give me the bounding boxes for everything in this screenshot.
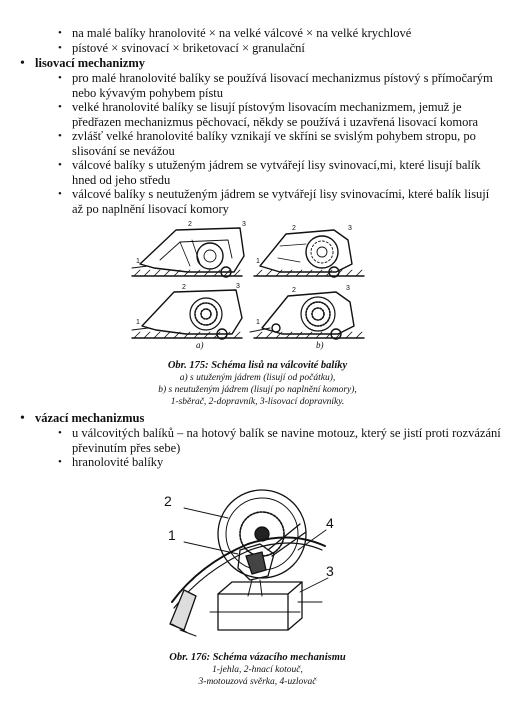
part-number: 1 <box>168 527 176 543</box>
bullet: • <box>58 101 62 113</box>
list-item-continuation: hned od jeho středu <box>72 173 171 187</box>
figure-caption-title: Obr. 176: Schéma vázacího mechanismu <box>169 652 346 663</box>
figure-label-b: b) <box>316 340 324 350</box>
figure-caption-line: b) s neutuženým jádrem (lisují po naplnění komory), <box>158 385 357 395</box>
baler-drawing-bottom-left <box>132 290 242 339</box>
list-item: pístové × svinovací × briketovací × granulační <box>72 41 305 55</box>
section-heading: vázací mechanizmus <box>35 411 145 425</box>
bullet: • <box>58 27 62 39</box>
figure-caption-line: 1-sběrač, 2-dopravník, 3-lisovací dopravníky. <box>170 397 345 407</box>
list-item-continuation: převinutím přes sebe) <box>72 441 181 455</box>
bullet: • <box>58 456 62 468</box>
bullet: • <box>58 188 62 200</box>
baler-drawing-bottom-right <box>250 292 364 339</box>
bullet: • <box>58 72 62 84</box>
part-number: 2 <box>292 287 296 294</box>
figure-caption-line: 1-jehla, 2-hnací kotouč, <box>212 665 303 675</box>
bullet: • <box>20 56 25 71</box>
list-item-continuation: až po naplnění lisovací komory <box>72 202 229 216</box>
bullet: • <box>20 411 25 426</box>
list-item: válcové balíky s utuženým jádrem se vytvářejí lisy svinovací,mi, které lisují balík <box>72 158 481 172</box>
part-number: 2 <box>188 221 192 228</box>
baler-drawing-top-right <box>254 230 364 277</box>
baler-schematic-figure <box>130 216 380 356</box>
part-number: 2 <box>182 284 186 291</box>
list-item: na malé balíky hranolovité × na velké válcové × na velké krychlové <box>72 26 412 40</box>
part-number: 3 <box>346 285 350 292</box>
list-item: u válcovitých balíků – na hotový balík se navine motouz, který se jistí proti rozvázání <box>72 426 501 440</box>
part-number: 2 <box>292 225 296 232</box>
list-item: zvlášť velké hranolovité balíky vznikají ve skříni se svislým pohybem stropu, po <box>72 129 476 143</box>
list-item: hranolovité balíky <box>72 455 164 469</box>
knotter <box>238 524 306 596</box>
part-number: 3 <box>326 563 334 579</box>
bullet: • <box>58 42 62 54</box>
list-item: pro malé hranolovité balíky se používá lisovací mechanizmus pístový s přímočarým <box>72 71 493 85</box>
part-number: 1 <box>136 319 140 326</box>
figure-label-a: a) <box>196 340 204 350</box>
bullet: • <box>58 159 62 171</box>
part-number: 1 <box>136 258 140 265</box>
part-number: 3 <box>242 221 246 228</box>
list-item-continuation: předřazen mechanizmus pěchovací, někdy se používá i uzavřená lisovací komora <box>72 115 479 129</box>
figure-caption-title: Obr. 175: Schéma lisů na válcovité balíky <box>167 360 348 371</box>
part-number: 4 <box>326 515 334 531</box>
bullet: • <box>58 427 62 439</box>
figure-caption-line: a) s utuženým jádrem (lisují od počátku), <box>179 373 336 383</box>
list-item-continuation: nebo kývavým pohybem pístu <box>72 86 224 100</box>
figure-caption-line: 3-motouzová svěrka, 4-uzlovač <box>198 677 317 687</box>
tying-mechanism-figure <box>150 484 360 650</box>
list-item: velké hranolovité balíky se lisují pístovým lisovacím mechanizmem, jemuž je <box>72 100 462 114</box>
part-number: 3 <box>348 225 352 232</box>
section-heading: lisovací mechanizmy <box>35 56 146 70</box>
leader-lines <box>184 508 328 592</box>
part-number: 1 <box>256 258 260 265</box>
list-item-continuation: slisování se nevážou <box>72 144 175 158</box>
part-number: 3 <box>236 283 240 290</box>
baler-drawing-top-left <box>132 228 244 277</box>
bullet: • <box>58 130 62 142</box>
list-item: válcové balíky s neutuženým jádrem se vytvářejí lisy svinovacími, které balík lisují <box>72 187 490 201</box>
part-number: 1 <box>256 319 260 326</box>
part-number: 2 <box>164 493 172 509</box>
